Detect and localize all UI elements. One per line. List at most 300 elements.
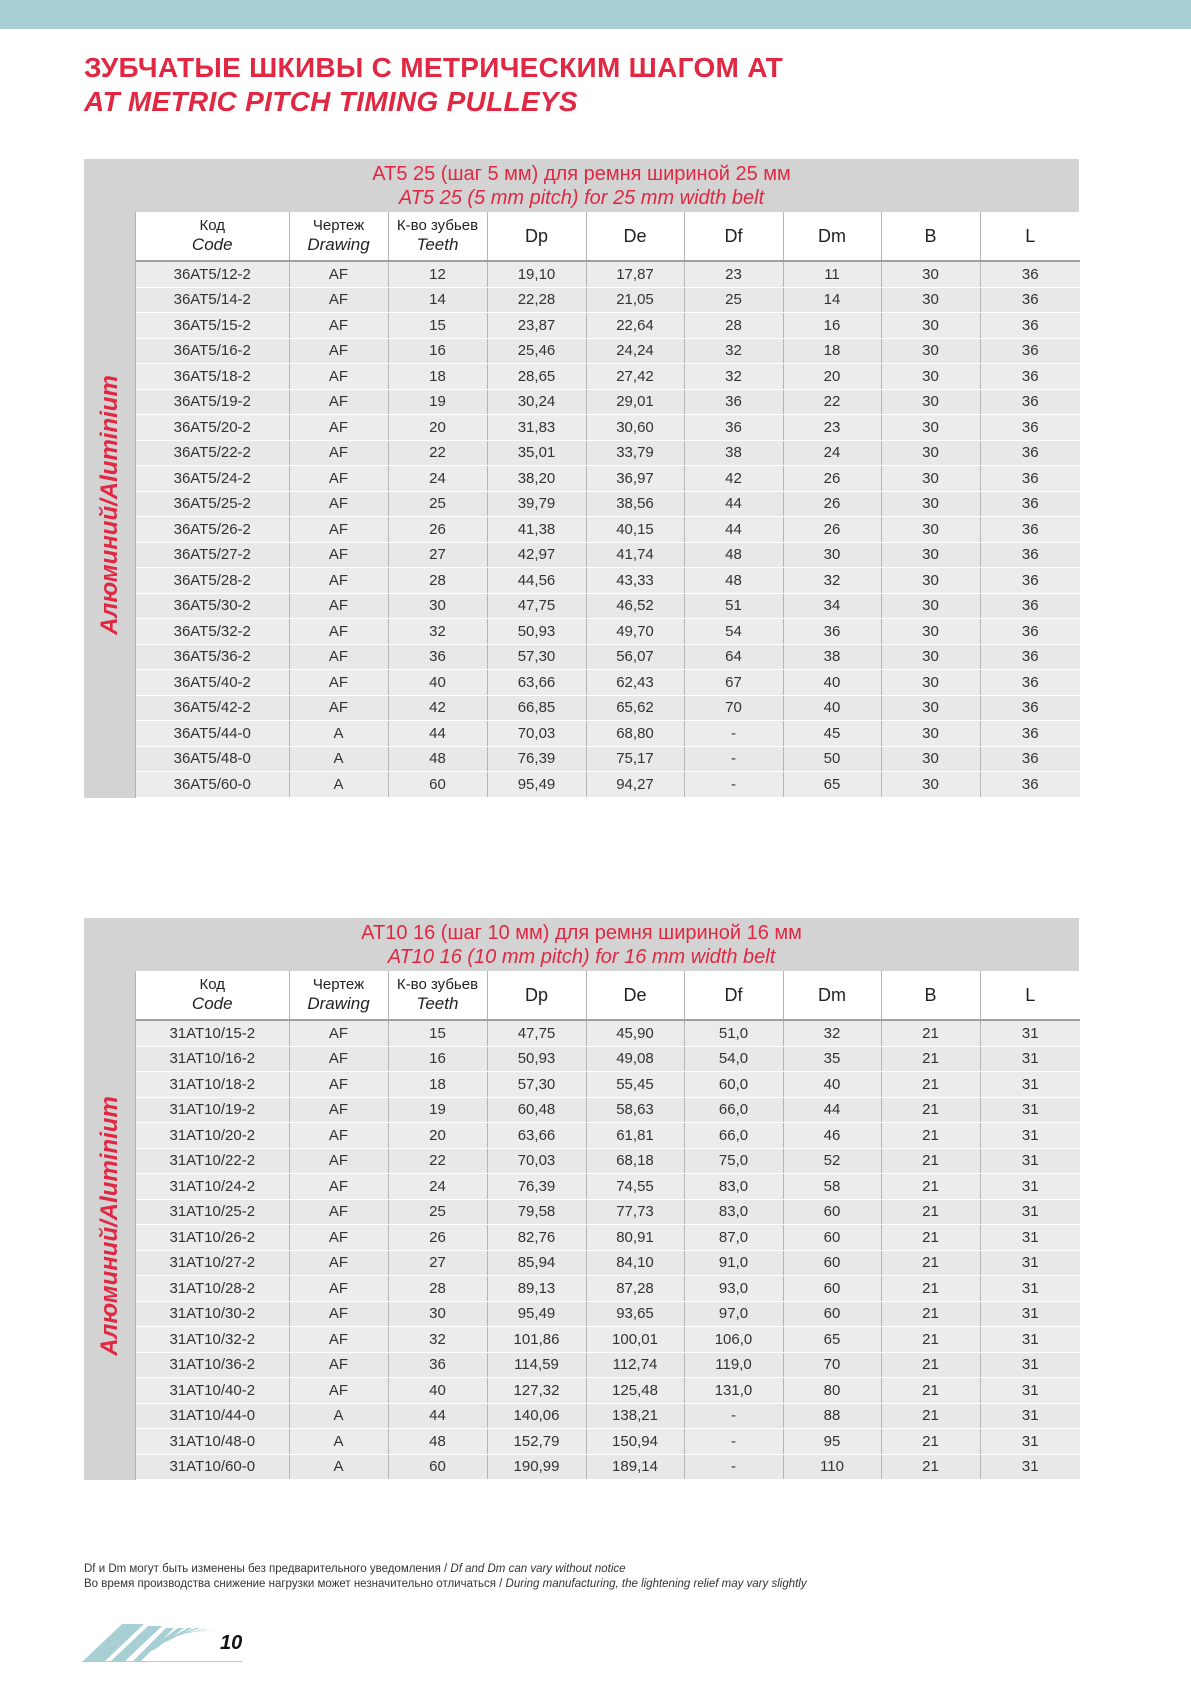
- cell-dp: 22,28: [487, 287, 586, 313]
- cell-drawing: AF: [289, 364, 388, 390]
- cell-de: 68,80: [586, 721, 684, 747]
- cell-drawing: A: [289, 721, 388, 747]
- cell-teeth: 22: [388, 440, 487, 466]
- material-label: Алюминий/Aluminium: [95, 374, 123, 635]
- cell-drawing: AF: [289, 466, 388, 492]
- table-row: [136, 593, 1080, 619]
- cell-l: 31: [980, 1123, 1080, 1149]
- column-header-dp: Dp: [487, 971, 586, 1020]
- cell-code: 36AT5/24-2: [136, 466, 289, 492]
- cell-dm: 88: [783, 1403, 881, 1429]
- cell-drawing: AF: [289, 1097, 388, 1123]
- cell-dm: 40: [783, 670, 881, 696]
- cell-teeth: 32: [388, 1327, 487, 1353]
- cell-dp: 35,01: [487, 440, 586, 466]
- cell-l: 31: [980, 1046, 1080, 1072]
- column-header-de: De: [586, 212, 684, 261]
- column-header-l: L: [980, 971, 1080, 1020]
- cell-b: 21: [881, 1225, 980, 1251]
- cell-dp: 127,32: [487, 1378, 586, 1404]
- cell-code: 36AT5/28-2: [136, 568, 289, 594]
- cell-df: -: [684, 721, 783, 747]
- cell-b: 30: [881, 721, 980, 747]
- cell-teeth: 20: [388, 415, 487, 441]
- cell-l: 36: [980, 389, 1080, 415]
- cell-l: 36: [980, 491, 1080, 517]
- cell-b: 30: [881, 619, 980, 645]
- cell-drawing: AF: [289, 1046, 388, 1072]
- cell-l: 31: [980, 1225, 1080, 1251]
- cell-b: 21: [881, 1276, 980, 1302]
- cell-dm: 22: [783, 389, 881, 415]
- cell-dp: 23,87: [487, 313, 586, 339]
- footnote-1: Df и Dm могут быть изменены без предварительного уведомления / Df and Dm can vary without notice: [84, 1563, 626, 1575]
- cell-de: 150,94: [586, 1429, 684, 1455]
- cell-dp: 28,65: [487, 364, 586, 390]
- cell-dm: 23: [783, 415, 881, 441]
- cell-code: 36AT5/15-2: [136, 313, 289, 339]
- cell-drawing: A: [289, 746, 388, 772]
- cell-l: 36: [980, 746, 1080, 772]
- cell-b: 21: [881, 1403, 980, 1429]
- cell-teeth: 14: [388, 287, 487, 313]
- cell-teeth: 30: [388, 1301, 487, 1327]
- cell-teeth: 16: [388, 1046, 487, 1072]
- cell-l: 36: [980, 261, 1080, 287]
- cell-dp: 31,83: [487, 415, 586, 441]
- pulley-table-at5: [84, 159, 1079, 798]
- cell-drawing: AF: [289, 644, 388, 670]
- cell-code: 36AT5/20-2: [136, 415, 289, 441]
- cell-dp: 63,66: [487, 670, 586, 696]
- cell-dp: 63,66: [487, 1123, 586, 1149]
- brand-stripes-logo: [82, 1606, 242, 1662]
- cell-l: 36: [980, 466, 1080, 492]
- cell-de: 93,65: [586, 1301, 684, 1327]
- cell-b: 30: [881, 695, 980, 721]
- cell-df: 36: [684, 389, 783, 415]
- cell-de: 87,28: [586, 1276, 684, 1302]
- cell-df: 67: [684, 670, 783, 696]
- table-row: [136, 1174, 1080, 1200]
- cell-df: 23: [684, 261, 783, 287]
- cell-dm: 60: [783, 1276, 881, 1302]
- cell-dp: 89,13: [487, 1276, 586, 1302]
- cell-code: 31AT10/24-2: [136, 1174, 289, 1200]
- column-header-teeth: К-во зубьев Teeth: [388, 212, 487, 261]
- column-header-l: L: [980, 212, 1080, 261]
- cell-dm: 65: [783, 772, 881, 798]
- cell-dp: 50,93: [487, 619, 586, 645]
- cell-de: 74,55: [586, 1174, 684, 1200]
- cell-de: 189,14: [586, 1454, 684, 1480]
- cell-dp: 57,30: [487, 644, 586, 670]
- cell-dm: 50: [783, 746, 881, 772]
- cell-dm: 40: [783, 1072, 881, 1098]
- cell-teeth: 27: [388, 1250, 487, 1276]
- cell-teeth: 42: [388, 695, 487, 721]
- cell-b: 30: [881, 364, 980, 390]
- cell-df: 48: [684, 542, 783, 568]
- cell-dp: 140,06: [487, 1403, 586, 1429]
- cell-drawing: AF: [289, 1225, 388, 1251]
- cell-drawing: AF: [289, 1250, 388, 1276]
- cell-drawing: AF: [289, 1301, 388, 1327]
- cell-de: 80,91: [586, 1225, 684, 1251]
- cell-df: 70: [684, 695, 783, 721]
- cell-de: 75,17: [586, 746, 684, 772]
- cell-de: 27,42: [586, 364, 684, 390]
- cell-teeth: 27: [388, 542, 487, 568]
- cell-code: 36AT5/60-0: [136, 772, 289, 798]
- cell-dm: 52: [783, 1148, 881, 1174]
- table-caption-en: AT5 25 (5 mm pitch) for 25 mm width belt: [398, 187, 765, 209]
- top-color-bar: [0, 0, 1191, 29]
- cell-b: 30: [881, 415, 980, 441]
- header-row: [136, 971, 1080, 1020]
- cell-l: 31: [980, 1174, 1080, 1200]
- cell-df: -: [684, 1403, 783, 1429]
- table-row: [136, 1097, 1080, 1123]
- table-row: [136, 389, 1080, 415]
- column-header-df: Df: [684, 212, 783, 261]
- cell-dm: 80: [783, 1378, 881, 1404]
- table-row: [136, 1225, 1080, 1251]
- cell-drawing: AF: [289, 670, 388, 696]
- cell-teeth: 28: [388, 568, 487, 594]
- cell-dp: 42,97: [487, 542, 586, 568]
- cell-df: 32: [684, 338, 783, 364]
- cell-l: 31: [980, 1327, 1080, 1353]
- cell-de: 100,01: [586, 1327, 684, 1353]
- table-row: [136, 313, 1080, 339]
- cell-l: 31: [980, 1276, 1080, 1302]
- cell-de: 49,08: [586, 1046, 684, 1072]
- cell-dm: 110: [783, 1454, 881, 1480]
- cell-dp: 47,75: [487, 1020, 586, 1046]
- cell-drawing: AF: [289, 568, 388, 594]
- cell-b: 21: [881, 1327, 980, 1353]
- cell-df: 93,0: [684, 1276, 783, 1302]
- cell-df: 25: [684, 287, 783, 313]
- cell-b: 30: [881, 593, 980, 619]
- cell-b: 30: [881, 261, 980, 287]
- cell-drawing: AF: [289, 313, 388, 339]
- cell-code: 36AT5/48-0: [136, 746, 289, 772]
- cell-drawing: AF: [289, 389, 388, 415]
- cell-code: 31AT10/20-2: [136, 1123, 289, 1149]
- cell-b: 30: [881, 542, 980, 568]
- cell-df: 66,0: [684, 1097, 783, 1123]
- cell-de: 125,48: [586, 1378, 684, 1404]
- cell-drawing: AF: [289, 415, 388, 441]
- cell-df: 38: [684, 440, 783, 466]
- cell-de: 22,64: [586, 313, 684, 339]
- cell-code: 36AT5/14-2: [136, 287, 289, 313]
- cell-code: 36AT5/44-0: [136, 721, 289, 747]
- cell-dm: 36: [783, 619, 881, 645]
- table-row: [136, 1148, 1080, 1174]
- cell-dp: 70,03: [487, 1148, 586, 1174]
- cell-b: 30: [881, 313, 980, 339]
- cell-drawing: AF: [289, 1123, 388, 1149]
- cell-l: 36: [980, 415, 1080, 441]
- column-header-dm: Dm: [783, 971, 881, 1020]
- table-row: [136, 1276, 1080, 1302]
- cell-de: 94,27: [586, 772, 684, 798]
- cell-code: 36AT5/30-2: [136, 593, 289, 619]
- cell-teeth: 16: [388, 338, 487, 364]
- cell-drawing: AF: [289, 1199, 388, 1225]
- cell-dp: 25,46: [487, 338, 586, 364]
- cell-l: 31: [980, 1148, 1080, 1174]
- cell-de: 62,43: [586, 670, 684, 696]
- cell-dp: 47,75: [487, 593, 586, 619]
- cell-teeth: 22: [388, 1148, 487, 1174]
- table-row: [136, 1020, 1080, 1046]
- cell-df: 42: [684, 466, 783, 492]
- cell-l: 36: [980, 721, 1080, 747]
- cell-drawing: AF: [289, 287, 388, 313]
- cell-l: 31: [980, 1352, 1080, 1378]
- cell-b: 21: [881, 1046, 980, 1072]
- table-row: [136, 1352, 1080, 1378]
- cell-df: 51: [684, 593, 783, 619]
- cell-dp: 190,99: [487, 1454, 586, 1480]
- cell-teeth: 44: [388, 1403, 487, 1429]
- cell-dp: 85,94: [487, 1250, 586, 1276]
- cell-df: -: [684, 1454, 783, 1480]
- table-caption: [84, 918, 1079, 971]
- cell-dm: 46: [783, 1123, 881, 1149]
- cell-dm: 32: [783, 1020, 881, 1046]
- cell-teeth: 19: [388, 1097, 487, 1123]
- cell-dm: 38: [783, 644, 881, 670]
- cell-l: 31: [980, 1072, 1080, 1098]
- cell-dm: 44: [783, 1097, 881, 1123]
- cell-teeth: 48: [388, 1429, 487, 1455]
- cell-code: 36AT5/25-2: [136, 491, 289, 517]
- cell-b: 21: [881, 1454, 980, 1480]
- cell-df: 119,0: [684, 1352, 783, 1378]
- cell-df: 91,0: [684, 1250, 783, 1276]
- cell-b: 30: [881, 491, 980, 517]
- cell-b: 21: [881, 1199, 980, 1225]
- cell-teeth: 25: [388, 491, 487, 517]
- material-side-label: [84, 212, 136, 798]
- material-side-label: [84, 971, 136, 1480]
- column-header-drawing: Чертеж Drawing: [289, 971, 388, 1020]
- column-header-teeth: К-во зубьев Teeth: [388, 971, 487, 1020]
- cell-teeth: 26: [388, 517, 487, 543]
- cell-dm: 32: [783, 568, 881, 594]
- table-row: [136, 338, 1080, 364]
- cell-de: 17,87: [586, 261, 684, 287]
- cell-dp: 95,49: [487, 772, 586, 798]
- cell-teeth: 19: [388, 389, 487, 415]
- cell-drawing: AF: [289, 1327, 388, 1353]
- cell-code: 31AT10/27-2: [136, 1250, 289, 1276]
- cell-df: 64: [684, 644, 783, 670]
- cell-de: 45,90: [586, 1020, 684, 1046]
- cell-teeth: 44: [388, 721, 487, 747]
- cell-b: 30: [881, 670, 980, 696]
- cell-l: 31: [980, 1403, 1080, 1429]
- spec-table: [136, 971, 1080, 1480]
- header-row: [136, 212, 1080, 261]
- column-header-code: Код Code: [136, 212, 289, 261]
- cell-dp: 95,49: [487, 1301, 586, 1327]
- cell-teeth: 36: [388, 1352, 487, 1378]
- table-row: [136, 364, 1080, 390]
- cell-drawing: AF: [289, 338, 388, 364]
- cell-de: 56,07: [586, 644, 684, 670]
- cell-de: 138,21: [586, 1403, 684, 1429]
- cell-dm: 60: [783, 1301, 881, 1327]
- cell-df: 131,0: [684, 1378, 783, 1404]
- cell-de: 36,97: [586, 466, 684, 492]
- cell-df: 87,0: [684, 1225, 783, 1251]
- table-row: [136, 440, 1080, 466]
- cell-de: 41,74: [586, 542, 684, 568]
- cell-dp: 60,48: [487, 1097, 586, 1123]
- table-row: [136, 1429, 1080, 1455]
- column-header-dm: Dm: [783, 212, 881, 261]
- cell-drawing: AF: [289, 1072, 388, 1098]
- cell-code: 31AT10/22-2: [136, 1148, 289, 1174]
- cell-dm: 40: [783, 695, 881, 721]
- cell-teeth: 48: [388, 746, 487, 772]
- table-row: [136, 542, 1080, 568]
- cell-drawing: AF: [289, 261, 388, 287]
- table-row: [136, 568, 1080, 594]
- cell-code: 31AT10/30-2: [136, 1301, 289, 1327]
- cell-b: 30: [881, 440, 980, 466]
- cell-b: 21: [881, 1429, 980, 1455]
- cell-code: 31AT10/40-2: [136, 1378, 289, 1404]
- cell-drawing: AF: [289, 1276, 388, 1302]
- cell-teeth: 18: [388, 1072, 487, 1098]
- cell-code: 36AT5/32-2: [136, 619, 289, 645]
- cell-code: 36AT5/12-2: [136, 261, 289, 287]
- cell-l: 36: [980, 568, 1080, 594]
- cell-l: 36: [980, 364, 1080, 390]
- cell-dp: 70,03: [487, 721, 586, 747]
- cell-teeth: 20: [388, 1123, 487, 1149]
- cell-dm: 18: [783, 338, 881, 364]
- cell-b: 30: [881, 517, 980, 543]
- cell-df: -: [684, 1429, 783, 1455]
- cell-code: 36AT5/27-2: [136, 542, 289, 568]
- cell-de: 77,73: [586, 1199, 684, 1225]
- cell-l: 36: [980, 338, 1080, 364]
- table-row: [136, 1378, 1080, 1404]
- cell-drawing: AF: [289, 517, 388, 543]
- column-header-de: De: [586, 971, 684, 1020]
- cell-l: 36: [980, 287, 1080, 313]
- table-caption-en: AT10 16 (10 mm pitch) for 16 mm width belt: [387, 946, 776, 968]
- cell-de: 68,18: [586, 1148, 684, 1174]
- cell-teeth: 60: [388, 1454, 487, 1480]
- cell-drawing: AF: [289, 440, 388, 466]
- table-row: [136, 772, 1080, 798]
- table-caption: [84, 159, 1079, 212]
- cell-code: 36AT5/22-2: [136, 440, 289, 466]
- cell-dp: 44,56: [487, 568, 586, 594]
- cell-dp: 39,79: [487, 491, 586, 517]
- cell-dm: 26: [783, 466, 881, 492]
- cell-code: 31AT10/25-2: [136, 1199, 289, 1225]
- cell-dm: 65: [783, 1327, 881, 1353]
- column-header-b: B: [881, 971, 980, 1020]
- cell-code: 31AT10/19-2: [136, 1097, 289, 1123]
- cell-df: 28: [684, 313, 783, 339]
- cell-dm: 14: [783, 287, 881, 313]
- table-row: [136, 695, 1080, 721]
- cell-l: 31: [980, 1454, 1080, 1480]
- cell-drawing: AF: [289, 491, 388, 517]
- cell-df: 54: [684, 619, 783, 645]
- cell-dp: 38,20: [487, 466, 586, 492]
- cell-code: 36AT5/36-2: [136, 644, 289, 670]
- cell-df: 36: [684, 415, 783, 441]
- cell-teeth: 12: [388, 261, 487, 287]
- table-row: [136, 466, 1080, 492]
- cell-b: 30: [881, 644, 980, 670]
- cell-code: 31AT10/18-2: [136, 1072, 289, 1098]
- cell-dp: 41,38: [487, 517, 586, 543]
- table-caption-ru: AT10 16 (шаг 10 мм) для ремня шириной 16 мм: [361, 922, 802, 944]
- cell-df: 60,0: [684, 1072, 783, 1098]
- page-number: 10: [220, 1632, 243, 1654]
- cell-de: 33,79: [586, 440, 684, 466]
- table-row: [136, 1046, 1080, 1072]
- cell-teeth: 24: [388, 1174, 487, 1200]
- cell-b: 30: [881, 389, 980, 415]
- cell-dm: 60: [783, 1199, 881, 1225]
- cell-dm: 11: [783, 261, 881, 287]
- cell-code: 31AT10/26-2: [136, 1225, 289, 1251]
- cell-df: 66,0: [684, 1123, 783, 1149]
- cell-de: 21,05: [586, 287, 684, 313]
- cell-teeth: 30: [388, 593, 487, 619]
- cell-df: 32: [684, 364, 783, 390]
- cell-code: 31AT10/36-2: [136, 1352, 289, 1378]
- cell-de: 29,01: [586, 389, 684, 415]
- cell-l: 36: [980, 542, 1080, 568]
- cell-de: 24,24: [586, 338, 684, 364]
- cell-dm: 60: [783, 1225, 881, 1251]
- cell-drawing: AF: [289, 1352, 388, 1378]
- column-header-dp: Dp: [487, 212, 586, 261]
- spec-table: [136, 212, 1080, 798]
- cell-teeth: 25: [388, 1199, 487, 1225]
- cell-l: 31: [980, 1301, 1080, 1327]
- cell-teeth: 24: [388, 466, 487, 492]
- table-row: [136, 415, 1080, 441]
- cell-de: 43,33: [586, 568, 684, 594]
- cell-code: 36AT5/18-2: [136, 364, 289, 390]
- column-header-b: B: [881, 212, 980, 261]
- cell-l: 31: [980, 1378, 1080, 1404]
- cell-dp: 76,39: [487, 746, 586, 772]
- cell-l: 31: [980, 1250, 1080, 1276]
- cell-dm: 34: [783, 593, 881, 619]
- cell-l: 31: [980, 1199, 1080, 1225]
- cell-de: 49,70: [586, 619, 684, 645]
- table-row: [136, 517, 1080, 543]
- cell-code: 31AT10/32-2: [136, 1327, 289, 1353]
